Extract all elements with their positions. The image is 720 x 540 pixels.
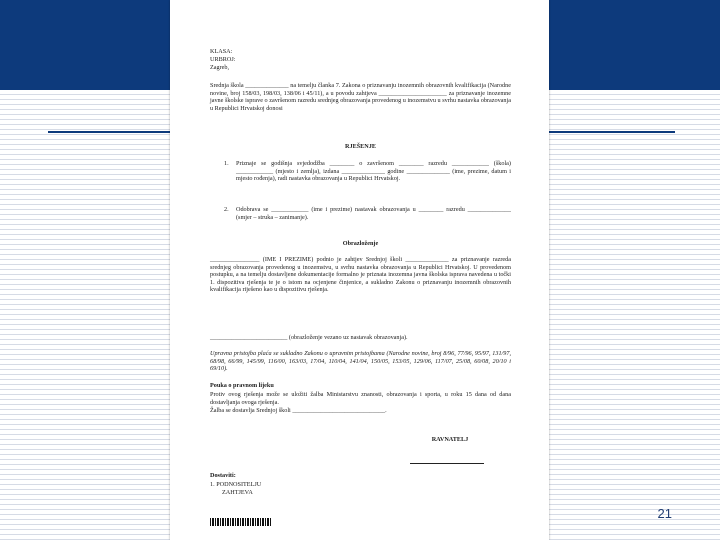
item-1-number: 1. (224, 160, 229, 167)
decision-title: RJEŠENJE (345, 143, 376, 150)
intro-paragraph: Srednja škola ______________ na temelju članka 7. Zakona o priznavanju inozemnih obrazovnih kvalifikacija (Narodne novine, broj 158/03, 198/03, 138/06 i 45/11), a u povodu zahtjeva ______________________ za priznavanje inozemne javne školske isprave o završenom razredu srednjeg obrazovanja provedenog u inozemstvu u svrhu nastavka obrazovanja u Republici Hrvatskoj donosi (210, 82, 511, 112)
item-2-text: Odobrava se ____________ (ime i prezime) nastavak obrazovanja u ________ razredu ______________ (smjer – struka – zanimanje). (236, 206, 511, 221)
item-2-number: 2. (224, 206, 229, 213)
delivered-item: 1. PODNOSITELJU (210, 481, 262, 488)
urbroj-label: URBROJ: (210, 56, 236, 63)
slide-number: 21 (657, 506, 672, 521)
document-page (170, 0, 549, 540)
accent-line-left (48, 131, 170, 133)
signature-line (410, 463, 484, 464)
optional-reasoning-line: _________________________ (obrazloženje vezano uz nastavak obrazovanja). (210, 334, 408, 341)
legal-remedy-text: Protiv ovog rješenja može se uložiti žalba Ministarstvu znanosti, obrazovanja i sporta, u roku 15 dana od dana dostavljanja ovoga rješenja. (210, 391, 511, 406)
reasoning-title: Obrazloženje (342, 240, 379, 247)
signature-title: RAVNATELJ (431, 436, 469, 443)
fees-note: Upravna pristojba plaća se sukladno Zakonu o upravnim pristojbama (Narodne novine, broj 8/96, 77/96, 95/97, 131/97, 68/98, 66/99, 145/99, 116/00, 163/03, 17/04, 110/04, 141/04, 150/05, 153/05, 129/06, 117/07, 25/08, 60/08, 20/10 i 69/10). (210, 350, 511, 373)
legal-remedy-title: Pouka o pravnom lijeku (210, 382, 274, 389)
reasoning-paragraph: ________________ (IME I PREZIME) podnio je zahtjev Srednjoj školi ______________ za priznavanje razreda srednjeg obrazovanja provedenog u inozemstvu, u svrhu nastavka obrazovanja u Republici Hrvatskoj. U provedenom postupku, a na temelju dostavljene dokumentacije formalno je priznata inozemna javna školska isprava navedena u točki 1. dispozitiva rješenja te je o istom na ocjenjene činjenice, a sukladno Zakonu o priznavanju inozemnih obrazovnih kvalifikacija riješeno kao u dispozitivu rješenja. (210, 256, 511, 294)
place-label: Zagreb, (210, 64, 230, 71)
delivered-title: Dostaviti: (210, 472, 236, 479)
appeal-note: Žalba se dostavlja Srednjoj školi ______________________________. (210, 407, 387, 414)
item-1-text: Priznaje se godišnja svjedodžba ________ o završenom ________ razredu ____________ (škola) ____________ (mjesto i zemlja), izdana ______________ godine ______________ (ime, prezime, datum i mjesto rođenja), radi nastavka obrazovanja u Republici Hrvatskoj. (236, 160, 511, 183)
klasa-label: KLASA: (210, 48, 233, 55)
accent-line-right (549, 131, 675, 133)
delivered-item-cont: ZAHTJEVA (222, 489, 253, 496)
barcode (210, 518, 272, 526)
